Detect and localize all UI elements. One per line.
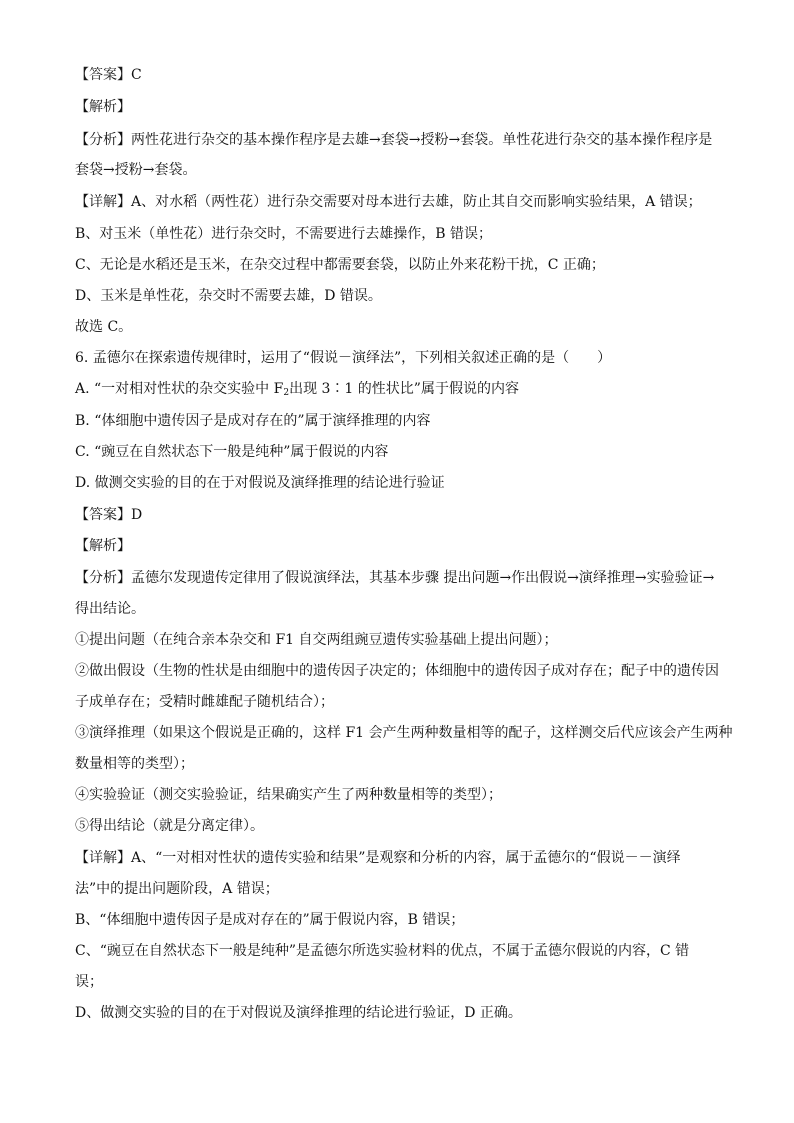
answer-line-q5: [75, 65, 725, 85]
detail-line-c-2: 误；: [75, 974, 103, 990]
detail-tag: 【详解】: [75, 194, 131, 210]
option-b: B. “体细胞中遗传因子是成对存在的”属于演绎推理的内容: [75, 413, 431, 429]
answer-tag: 【答案】: [75, 507, 131, 523]
detail-text: A、对水稻（两性花）进行杂交需要对母本进行去雄，防止其自交而影响实验结果，A 错误；: [131, 194, 702, 210]
detail-line-d: D、玉米是单性花，杂交时不需要去雄，D 错误。: [75, 288, 382, 304]
analysis-heading: 【解析】: [75, 538, 131, 554]
detail-line-d: D、做测交实验的目的在于对假说及演绎推理的结论进行验证，D 正确。: [75, 1005, 522, 1021]
answer-tag: 【答案】: [75, 67, 131, 83]
option-a-text-end: 出现 3∶1 的性状比”属于假说的内容: [289, 381, 519, 397]
fenxi-line-1: [75, 130, 725, 150]
detail-line-c: C、无论是水稻还是玉米，在杂交过程中都需要套袋，以防止外来花粉干扰，C 正确；: [75, 257, 605, 273]
detail-tag: 【详解】: [75, 850, 131, 866]
step-2-line-1: ②做出假设（生物的性状是由细胞中的遗传因子决定的；体细胞中的遗传因子成对存在；配子中的遗传因: [75, 663, 719, 679]
option-c: C. “豌豆在自然状态下一般是纯种”属于假说的内容: [75, 444, 389, 460]
fenxi-line-2: 得出结论。: [75, 601, 145, 617]
step-3-line-1: ③演绎推理（如果这个假说是正确的，这样 F1 会产生两种数量相等的配子，这样测交后代应该会产生两种: [75, 725, 733, 741]
step-2-line-2: 子成单存在；受精时雌雄配子随机结合）；: [75, 694, 334, 710]
analysis-heading: 【解析】: [75, 99, 131, 115]
option-d: D. 做测交实验的目的在于对假说及演绎推理的结论进行验证: [75, 475, 445, 491]
answer-line-q6: [75, 505, 725, 525]
fenxi-text: 两性花进行杂交的基本操作程序是去雄→套袋→授粉→套袋。单性花进行杂交的基本操作程序是: [131, 132, 713, 148]
fenxi-line-2: 套袋→授粉→套袋。: [75, 162, 197, 178]
fenxi-text: 孟德尔发现遗传定律用了假说演绎法，其基本步骤 提出问题→作出假说→演绎推理→实验验证→: [131, 570, 715, 586]
detail-text: A、“一对相对性状的遗传实验和结果”是观察和分析的内容，属于孟德尔的“假说－－演绎: [131, 850, 681, 866]
step-1: ①提出问题（在纯合亲本杂交和 F1 自交两组豌豆遗传实验基础上提出问题）；: [75, 632, 558, 648]
detail-line-a-2: 法”中的提出问题阶段，A 错误；: [75, 881, 279, 897]
answer-value: D: [131, 507, 143, 523]
answer-value: C: [131, 67, 142, 83]
fenxi-line-1: [75, 568, 725, 588]
detail-line-b: B、“体细胞中遗传因子是成对存在的”属于假说内容，B 错误；: [75, 912, 465, 928]
question-stem: 6. 孟德尔在探索遗传规律时，运用了“假说－演绎法”，下列相关叙述正确的是（ ）: [75, 350, 612, 366]
step-4: ④实验验证（测交实验验证，结果确实产生了两种数量相等的类型）；: [75, 787, 502, 803]
option-a: [75, 379, 725, 399]
analysis-label: 解析: [89, 538, 117, 554]
step-3-line-2: 数量相等的类型）；: [75, 756, 194, 772]
step-5: ⑤得出结论（就是分离定律）。: [75, 818, 264, 834]
detail-line-a-1: [75, 848, 725, 868]
analysis-label: 解析: [89, 99, 117, 115]
fenxi-tag: 【分析】: [75, 132, 131, 148]
conclusion-line: 故选 C。: [75, 319, 133, 335]
option-a-text: A. “一对相对性状的杂交实验中 F: [75, 381, 284, 397]
detail-line-a: [75, 192, 725, 212]
detail-line-c-1: C、“豌豆在自然状态下一般是纯种”是孟德尔所选实验材料的优点，不属于孟德尔假说的内容，C 错: [75, 943, 690, 959]
option-a-subscript: 2: [283, 388, 290, 398]
fenxi-tag: 【分析】: [75, 570, 131, 586]
detail-line-b: B、对玉米（单性花）进行杂交时，不需要进行去雄操作，B 错误；: [75, 226, 493, 242]
